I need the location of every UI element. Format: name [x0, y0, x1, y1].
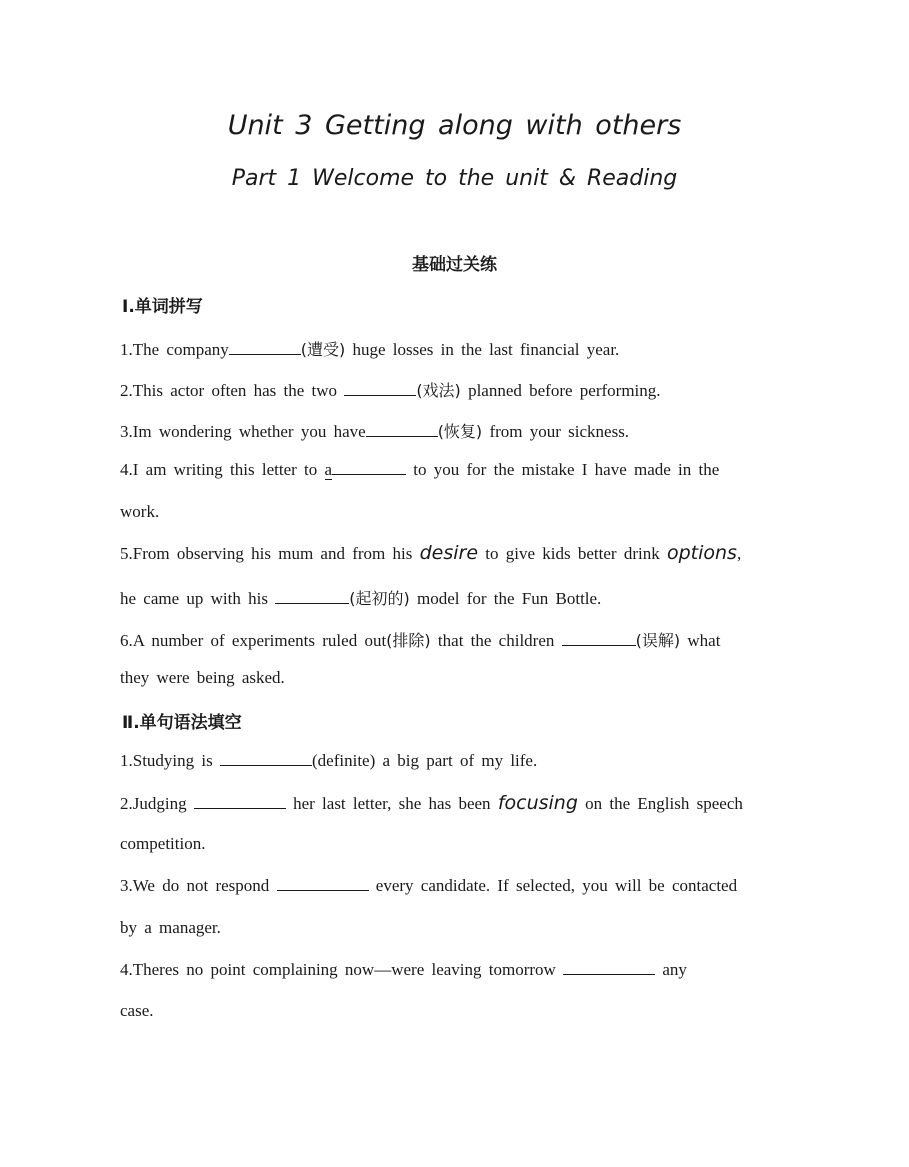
s1-question-2: 2.This actor often has the two (戏法) planned before performing. [120, 381, 661, 400]
s1-question-5-cont: he came up with his (起初的) model for the Fun Bottle. [120, 589, 602, 608]
s1-question-1: 1.The company (遭受) huge losses in the last financial year. [120, 340, 620, 359]
answer-blank[interactable] [563, 960, 655, 975]
answer-blank[interactable] [344, 381, 416, 396]
section-2-heading: Ⅱ.单句语法填空 [122, 713, 242, 733]
handwritten-word: desire [419, 542, 479, 564]
s1-question-6-cont: they were being asked. [120, 668, 285, 687]
answer-blank[interactable] [332, 460, 406, 475]
answer-blank[interactable] [220, 751, 312, 766]
handwritten-word: focusing [497, 792, 578, 814]
s1-question-4: 4.I am writing this letter to a to you for the mistake I have made in the [120, 460, 720, 479]
s2-question-4-cont: case. [120, 1001, 154, 1020]
answer-blank[interactable] [229, 340, 301, 355]
handwritten-word: options [666, 542, 737, 564]
s1-question-6: 6.A number of experiments ruled out(排除) that the children (误解) what [120, 631, 721, 650]
answer-blank[interactable] [562, 631, 636, 646]
exercise-heading: 基础过关练 [412, 255, 497, 275]
unit-title: Unit 3 Getting along with others [227, 110, 682, 141]
answer-blank[interactable] [194, 794, 286, 809]
s1-question-3: 3.Im wondering whether you have (恢复) from your sickness. [120, 422, 630, 441]
s1-question-5: 5.From observing his mum and from his desire to give kids better drink options, [120, 542, 742, 564]
answer-blank[interactable] [277, 876, 369, 891]
s2-question-2: 2.Judging her last letter, she has been focusing on the English speech [120, 792, 743, 814]
first-letter-hint: a [324, 460, 333, 479]
answer-blank[interactable] [366, 422, 438, 437]
answer-blank[interactable] [275, 589, 349, 604]
section-1-heading: Ⅰ.单词拼写 [122, 297, 203, 317]
s2-question-3-cont: by a manager. [120, 918, 221, 937]
s2-question-4: 4.Theres no point complaining now—were leaving tomorrow any [120, 960, 687, 979]
s2-question-2-cont: competition. [120, 834, 206, 853]
s1-question-4-cont: work. [120, 502, 160, 521]
s2-question-3: 3.We do not respond every candidate. If selected, you will be contacted [120, 876, 738, 895]
s2-question-1: 1.Studying is (definite) a big part of my life. [120, 751, 538, 770]
part-title: Part 1 Welcome to the unit & Reading [231, 166, 678, 191]
